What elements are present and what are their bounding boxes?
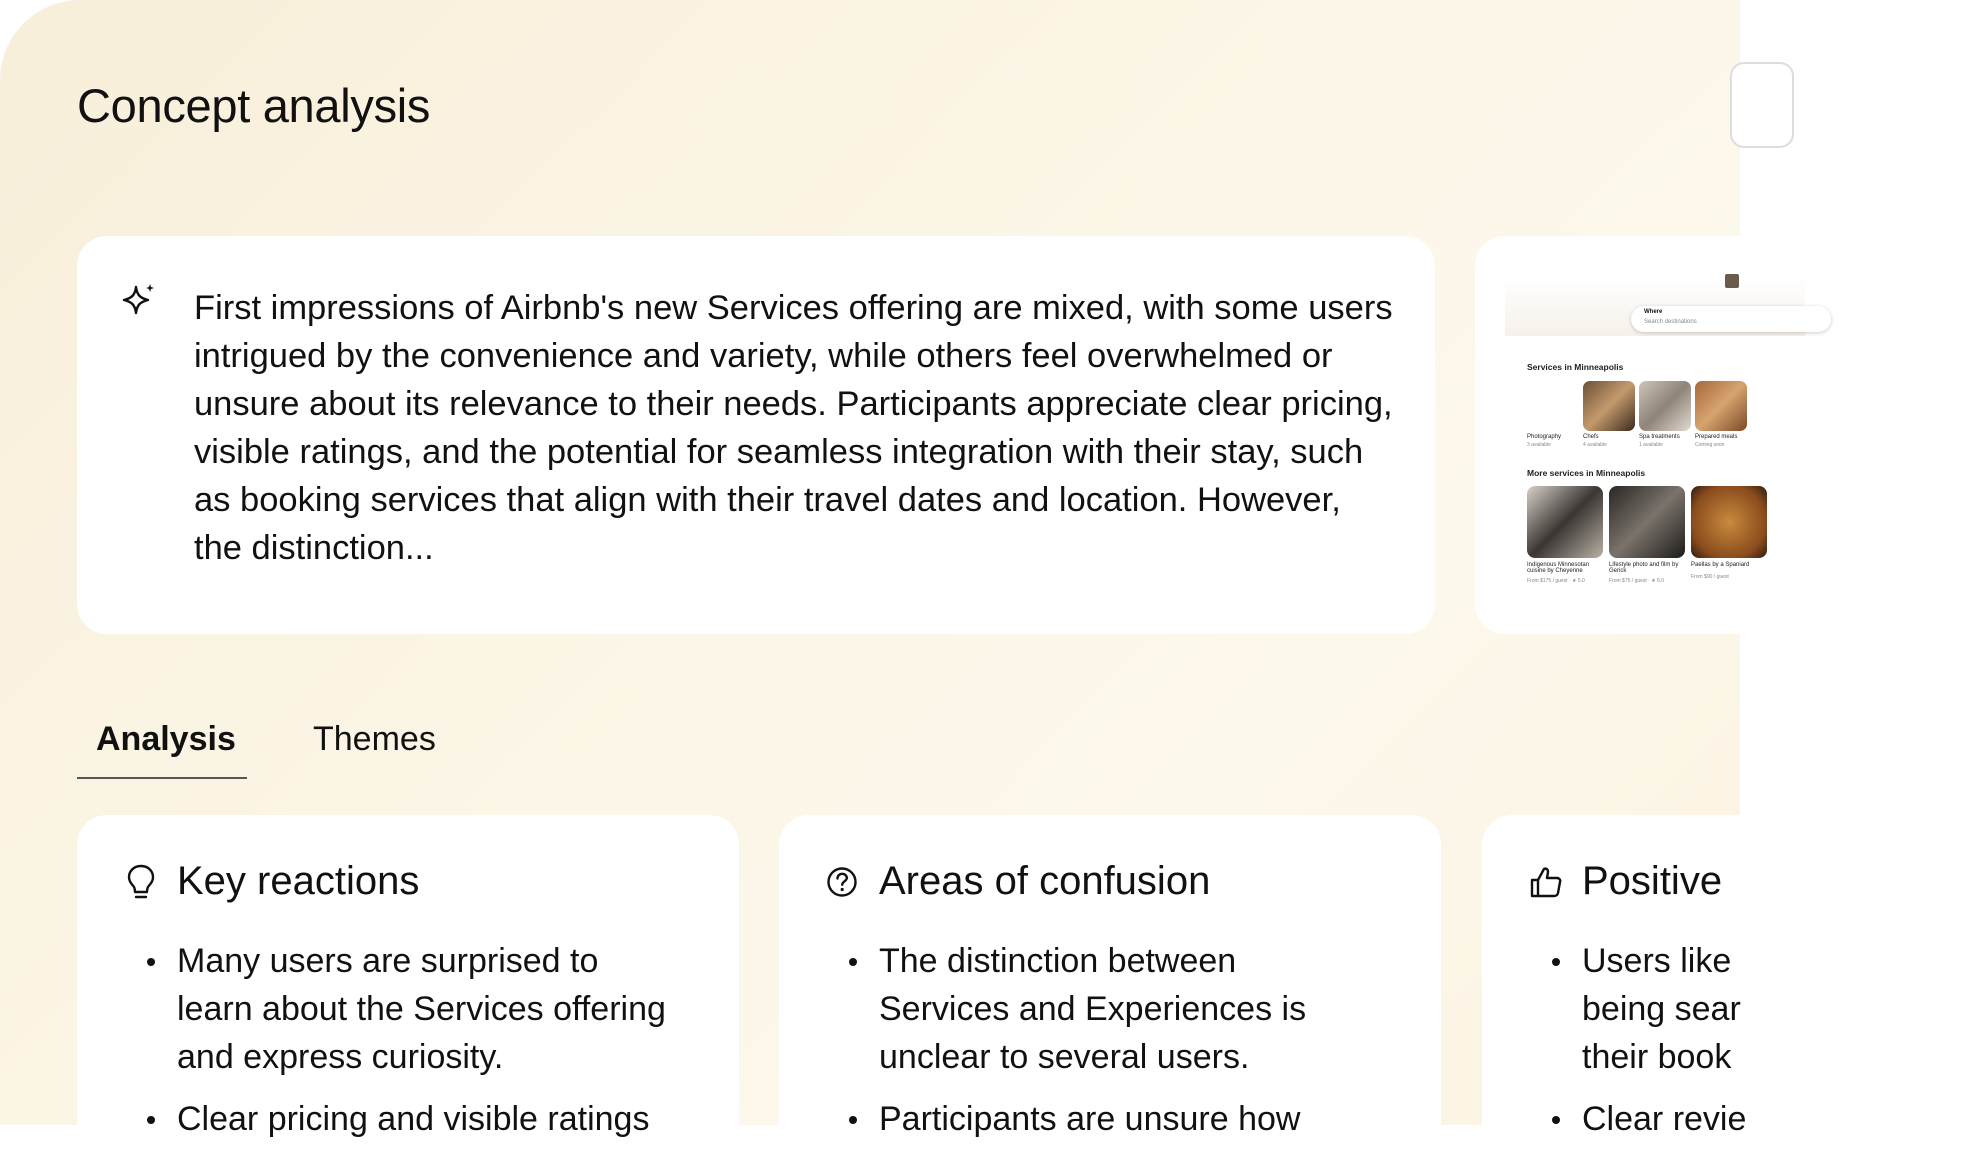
preview-item-sub: 3 available (1527, 442, 1551, 448)
preview-item-sub: 4 available (1583, 442, 1607, 448)
preview-item-label: Chefs (1583, 434, 1599, 440)
key-reactions-card (77, 815, 739, 1155)
preview-thumbnail (1609, 486, 1685, 558)
tab-themes[interactable]: Themes (313, 720, 436, 758)
tab-analysis[interactable]: Analysis (96, 720, 236, 758)
card-title: Positive (1582, 859, 1723, 903)
preview-item-label: Prepared meals (1695, 434, 1738, 440)
preview-search-placeholder: Search destinations (1644, 319, 1697, 325)
card-bullet-list (879, 937, 1419, 1157)
preview-thumbnail (1639, 381, 1691, 431)
summary-card (77, 236, 1435, 634)
list-item: Participants are unsure how (879, 1095, 1419, 1143)
sparkle-icon (122, 282, 158, 318)
preview-item-sub: From $90 / guest (1691, 574, 1729, 580)
question-circle-icon (826, 863, 860, 901)
list-item: Clear revie (1582, 1095, 1982, 1143)
preview-item-label: Lifestyle photo and film by Gerick (1609, 562, 1679, 574)
concept-preview-card[interactable] (1475, 236, 1795, 634)
list-item: Clear pricing and visible ratings (177, 1095, 717, 1143)
summary-text: First impressions of Airbnb's new Services offering are mixed, with some users intrigued by the convenience and variety, while others feel overwhelmed or unsure about its relevance to their needs. Participants appreciate clear pricing, visible ratings, and the potential for seamless integration with their stay, such as booking services that align with their travel dates and location. However, the distinction... (194, 289, 1393, 567)
tab-bar (77, 700, 477, 780)
page-title: Concept analysis (77, 79, 431, 132)
preview-item-label: Indigenous Minnesotan cuisine by Cheyenne (1527, 562, 1590, 574)
preview-item-label: Photography (1527, 434, 1562, 440)
house-icon (1725, 274, 1739, 288)
preview-item-sub: From $175 / guest · ★ 5.0 (1527, 578, 1585, 584)
preview-section-title: Services in Minneapolis (1527, 362, 1624, 372)
preview-section-title: More services in Minneapolis (1527, 468, 1646, 478)
card-bullet-list (177, 937, 717, 1157)
preview-item-label: Paellas by a Spaniard (1691, 562, 1750, 568)
lightbulb-icon (124, 863, 158, 901)
card-bullet-list (1582, 937, 1982, 1157)
preview-thumbnail (1691, 486, 1767, 558)
preview-thumbnail (1527, 486, 1603, 558)
card-title: Areas of confusion (879, 859, 1211, 903)
list-item: Users like being sear their book (1582, 937, 1982, 1081)
preview-item-sub: 1 available (1639, 442, 1663, 448)
list-item: The distinction between Services and Experiences is unclear to several users. (879, 937, 1419, 1081)
preview-item-sub: Coming soon (1695, 442, 1725, 448)
preview-thumbnail (1583, 381, 1635, 431)
preview-thumbnail (1527, 381, 1579, 431)
preview-thumbnail (1695, 381, 1747, 431)
positive-card (1482, 815, 1882, 1155)
active-tab-indicator (77, 777, 247, 779)
preview-search-label: Where (1644, 309, 1663, 315)
card-title: Key reactions (177, 859, 420, 903)
preview-item-sub: From $75 / guest · ★ 5.0 (1609, 578, 1665, 584)
areas-of-confusion-card (779, 815, 1441, 1155)
preview-search-bar (1631, 306, 1831, 332)
thumbs-up-icon (1529, 863, 1563, 901)
top-right-button[interactable] (1730, 62, 1794, 148)
preview-item-label: Spa treatments (1639, 434, 1680, 440)
list-item: Many users are surprised to learn about the Services offering and express curiosity. (177, 937, 717, 1081)
